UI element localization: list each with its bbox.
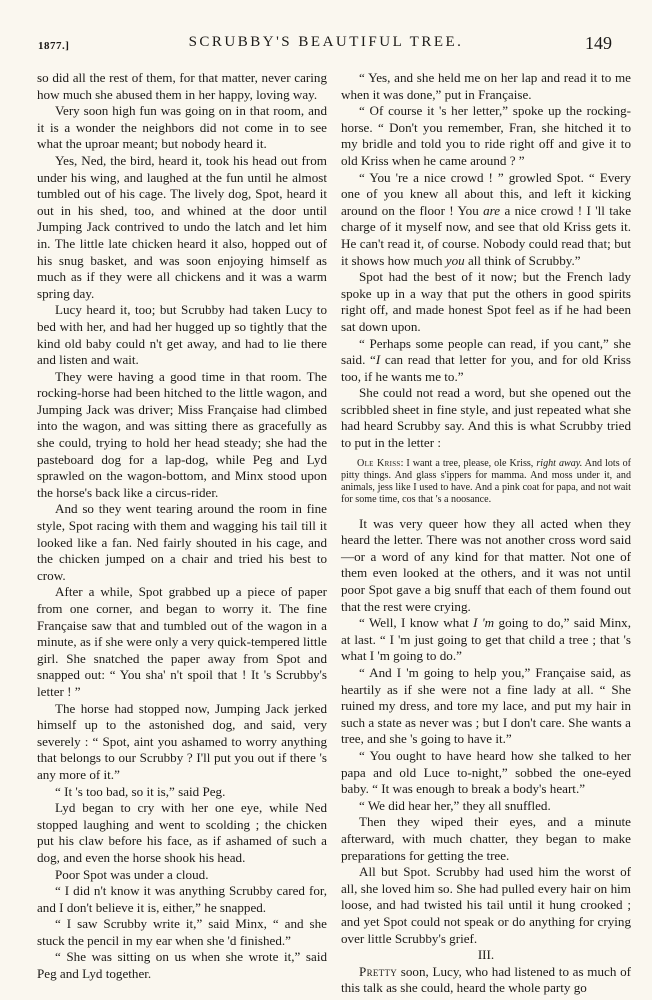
emphasis: right away.	[536, 457, 583, 469]
paragraph: Lyd began to cry with her one eye, while Ned stopped laughing and went to scolding ; the chicken put his claw before his face, as if ashamed of such a dog, and even the horse shook his head.	[37, 800, 327, 865]
paragraph: Then they wiped their eyes, and a minute afterward, with much chatter, they began to make preparations for getting the tree.	[341, 814, 631, 863]
paragraph: so did all the rest of them, for that matter, never caring how much she abused them in her happy, loving way.	[37, 70, 327, 102]
emphasis: you	[445, 252, 465, 268]
paragraph: All but Spot. Scrubby had used him the worst of all, she loved him so. She had pulled every hair on him loose, and had twisted his tail until it hung crooked ; and yet Spot could not speak or do anything for crying over little Scrubby's grief.	[341, 864, 631, 946]
paragraph: After a while, Spot grabbed up a piece of paper from one corner, and began to worry it. The fine Française saw that and tumbled out of the wagon in a minute, as if she were only a very quick-tempered little girl. She snatched the paper away from Spot and snapped out: “ You sha' n't spoil that ! It 's Scrubby's letter ! ”	[37, 584, 327, 699]
left-column	[37, 70, 327, 983]
right-column	[341, 70, 631, 997]
paragraph: They were having a good time in that room. The rocking-horse had been hitched to the little wagon, and Jumping Jack was driver; Miss Française had climbed into the wagon, and was sitting there as gracefully as she could, trying to hold her head steady; she had the pasteboard dog for a lap-dog, while Peg and Lyd sprawled on the wagon-bottom, and Minx stood upon the horse's back like a circus-rider.	[37, 368, 327, 500]
paragraph: “ Yes, and she held me on her lap and read it to me when it was done,” put in Française.	[341, 70, 631, 102]
emphasis: I 'm	[473, 615, 495, 631]
scrubby-letter: Ole Kriss: I want a tree, please, ole Kriss, right away. And lots of pitty things. And glass s'ippers for mamma. And moss under it, and animals, jess like I used to have. And a pink coat for papa, and not wait for some time, cos that 's a noosance.	[341, 457, 632, 505]
paragraph: “ It 's too bad, so it is,” said Peg.	[55, 783, 226, 799]
paragraph: Yes, Ned, the bird, heard it, took his head out from under his wing, and laughed at the fun until he almost tumbled out of his cage. The lively dog, Spot, heard it out in his shed, too, and whined at the door until Jumping Jack contrived to undo the latch and let him in. The little late chicken heard it also, hopped out of his snug basket, and was soon enjoying himself as much as if they were all chickens and it was a warm spring day.	[37, 152, 327, 301]
paragraph: Very soon high fun was going on in that room, and it is a wonder the neighbors did not come in to see what the uproar meant; but nobody heard it.	[37, 103, 327, 152]
emphasis: I	[375, 352, 381, 368]
section-number: III.	[477, 947, 495, 963]
paragraph: The horse had stopped now, Jumping Jack jerked himself up to the astonished dog, and said, very severely : “ Spot, aint you ashamed to worry anything that belongs to our Scrubby ? I'll put you out if there 's any more of it.”	[37, 700, 327, 782]
paragraph: Poor Spot was under a cloud.	[55, 866, 209, 882]
running-header	[0, 0, 652, 60]
paragraph: “ You 're a nice crowd ! ” growled Spot. “ Every one of you knew all about this, and left it kicking around on the floor ! You are a nice crowd ! I 'll take charge of it myself now, and see that old Kriss gets it. He can't read it, of course. Nobody could read that; but it shows how much you all think of Scrubby.”	[341, 169, 632, 268]
paragraph: “ We did hear her,” they all snuffled.	[359, 797, 551, 813]
paragraph: “ I did n't know it was anything Scrubby cared for, and I don't believe it is, either,” he snapped.	[37, 883, 327, 915]
paragraph: “ Well, I know what I 'm going to do,” said Minx, at last. “ I 'm just going to get that child a tree ; that 's what I 'm going to do.”	[341, 615, 631, 664]
paragraph: “ I saw Scrubby write it,” said Minx, “ and she stuck the pencil in my ear when she 'd finished.”	[37, 916, 327, 948]
paragraph: She could not read a word, but she opened out the scribbled sheet in fine style, and just repeated what she had heard Scrubby say. And this is what Scrubby tried to put in the letter :	[341, 385, 631, 451]
paragraph: And so they went tearing around the room in fine style, Spot racing with them and wagging his tail till it looked like a fan. Ned fairly shouted in his cage, and the chicken jumped on a chair and tried his best to crow.	[37, 501, 327, 583]
paragraph: “ And I 'm going to help you,” Française said, as heartily as if she were not a fine lady at all. “ She ruined my dress, and tore my lace, and put my hair in such a state as never was ; but I don't care. She wants a tree, and she 's going to have it.”	[341, 665, 631, 747]
running-title: SCRUBBY'S BEAUTIFUL TREE.	[188, 34, 464, 50]
issue-date: 1877.]	[38, 40, 70, 52]
letter-addressee: Ole Kriss	[357, 457, 401, 469]
paragraph: Lucy heard it, too; but Scrubby had taken Lucy to bed with her, and had her hugged up so tightly that the kind old baby could n't get away, and had to lie there and listen and wait.	[37, 302, 327, 368]
paragraph: “ She was sitting on us when she wrote it,” said Peg and Lyd together.	[37, 949, 327, 982]
paragraph: Pretty soon, Lucy, who had listened to as much of this talk as she could, heard the whole party go	[341, 963, 631, 996]
paragraph: “ Of course it 's her letter,” spoke up the rocking-horse. “ Don't you remember, Fran, she hitched it to my bridle and told you to ride right off and give it to old Kriss when he came around ? ”	[341, 103, 631, 168]
page-number: 149	[585, 33, 612, 53]
paragraph: “ You ought to have heard how she talked to her papa and old Luce to-night,” sobbed the one-eyed baby. “ It was enough to break a body's heart.”	[341, 747, 631, 797]
paragraph: It was very queer how they all acted when they heard the letter. There was not another cross word said—or a word of any kind for that matter. Not one of them even looked at the others, and it was not until poor Spot gave a big snuff that each of them found out that the rest were crying.	[341, 515, 631, 614]
paragraph: Spot had the best of it now; but the French lady spoke up in a way that put the others in good spirits right off, and made honest Spot feel as if he had been sat down upon.	[341, 269, 631, 334]
emphasis: are	[483, 202, 501, 218]
opening-word: Pretty	[359, 963, 398, 979]
paragraph: “ Perhaps some people can read, if you cant,” she said. “I can read that letter for you, and for old Kriss too, if he wants me to.”	[341, 335, 631, 384]
